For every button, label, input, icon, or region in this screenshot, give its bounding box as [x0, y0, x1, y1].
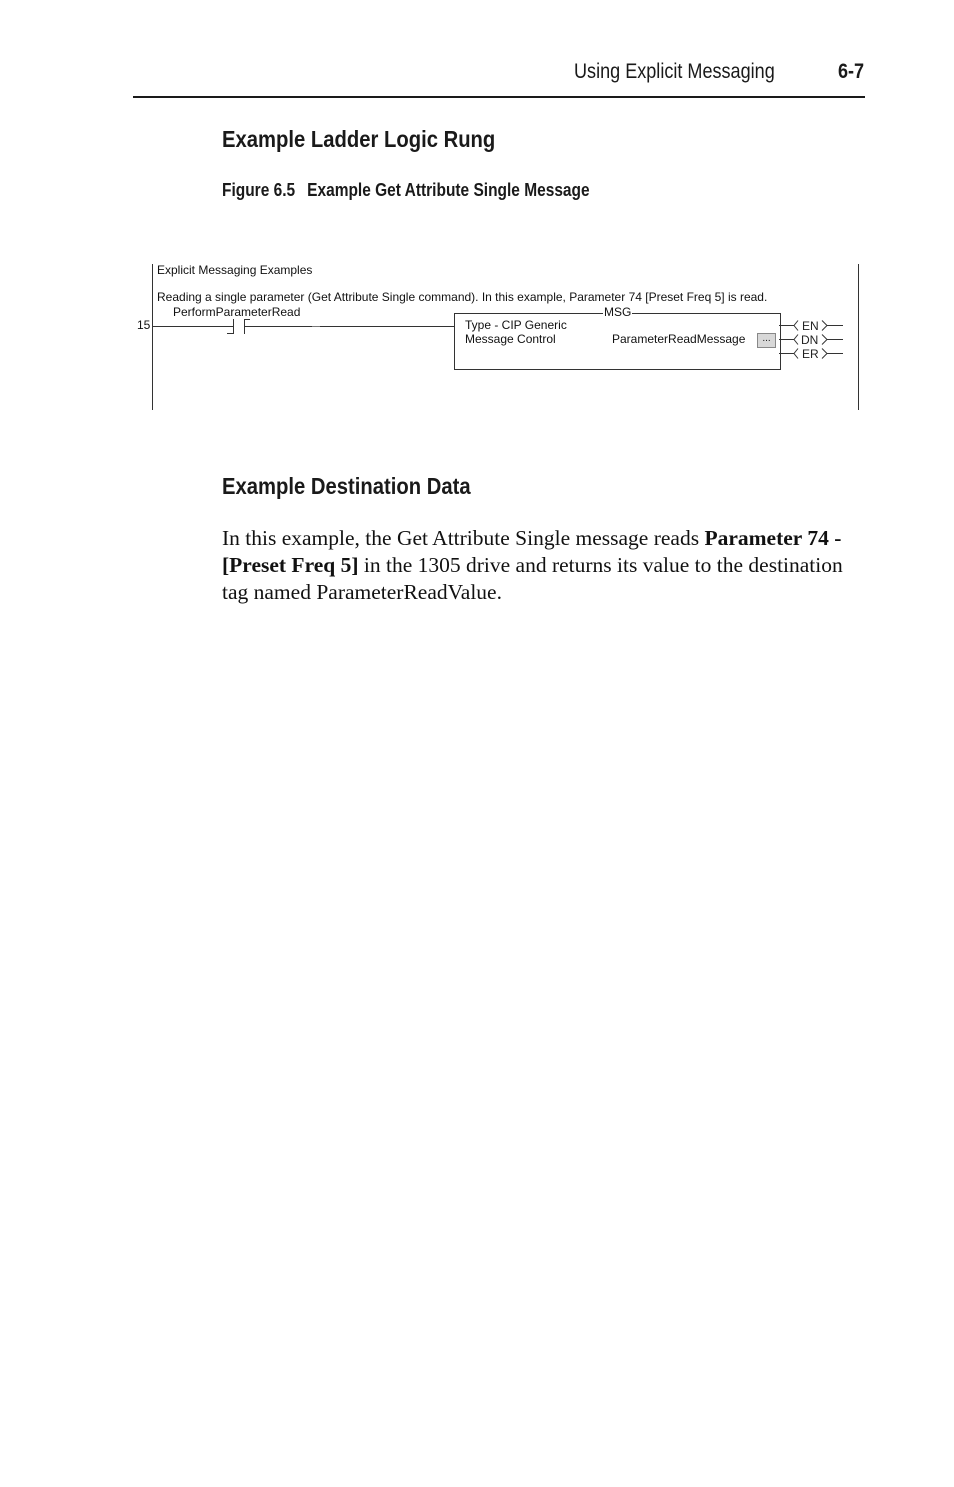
er-left-bracket [794, 349, 798, 359]
running-header-title: Using Explicit Messaging [574, 60, 775, 83]
en-left-bracket [794, 321, 798, 331]
dn-right-bracket [822, 335, 827, 345]
en-right-bracket [822, 321, 827, 331]
left-power-rail [152, 264, 153, 410]
rung-wire-left [153, 326, 233, 327]
paragraph-text-2: in the 1305 drive and returns its value to the destination tag named ParameterReadValue. [222, 553, 843, 604]
rung-wire-right [245, 326, 454, 327]
rung-number: 15 [137, 318, 151, 332]
output-er: ER [802, 347, 819, 361]
rung-wire-tick [312, 326, 320, 327]
right-power-rail [858, 264, 859, 410]
figure-caption [222, 180, 590, 201]
paragraph-bold-parameter: Parameter 74 - [Preset Freq 5] [222, 526, 842, 577]
msg-type-line: Type - CIP Generic [465, 318, 567, 332]
figure-title: Example Get Attribute Single Message [307, 180, 590, 200]
msg-control-tag[interactable]: ParameterReadMessage [612, 332, 746, 346]
output-dn: DN [801, 333, 819, 347]
body-paragraph [222, 525, 862, 606]
rung-comment-description: Reading a single parameter (Get Attribute Single command). In this example, Parameter 74 [Preset Freq 5] is read. [157, 290, 768, 304]
msg-instruction-name: MSG [604, 305, 632, 319]
contact-tag-label: PerformParameterRead [173, 305, 301, 319]
section-heading-ladder: Example Ladder Logic Rung [222, 126, 496, 152]
page-number: 6-7 [838, 60, 865, 83]
paragraph-text-1: In this example, the Get Attribute Single message reads [222, 526, 705, 550]
contact-left-plate [233, 319, 234, 334]
header-rule [133, 96, 865, 98]
dn-left-bracket [794, 335, 798, 345]
section-heading-destination: Example Destination Data [222, 473, 471, 499]
rung-comment-title: Explicit Messaging Examples [157, 263, 313, 277]
msg-output-bits [779, 318, 845, 362]
output-en: EN [802, 319, 819, 333]
er-right-bracket [822, 349, 827, 359]
contact-left-foot [227, 333, 234, 334]
figure-label: Figure 6.5 [222, 180, 296, 200]
msg-control-label: Message Control [465, 332, 556, 346]
contact-right-head [244, 319, 250, 320]
msg-configure-button[interactable]: ... [757, 333, 776, 348]
